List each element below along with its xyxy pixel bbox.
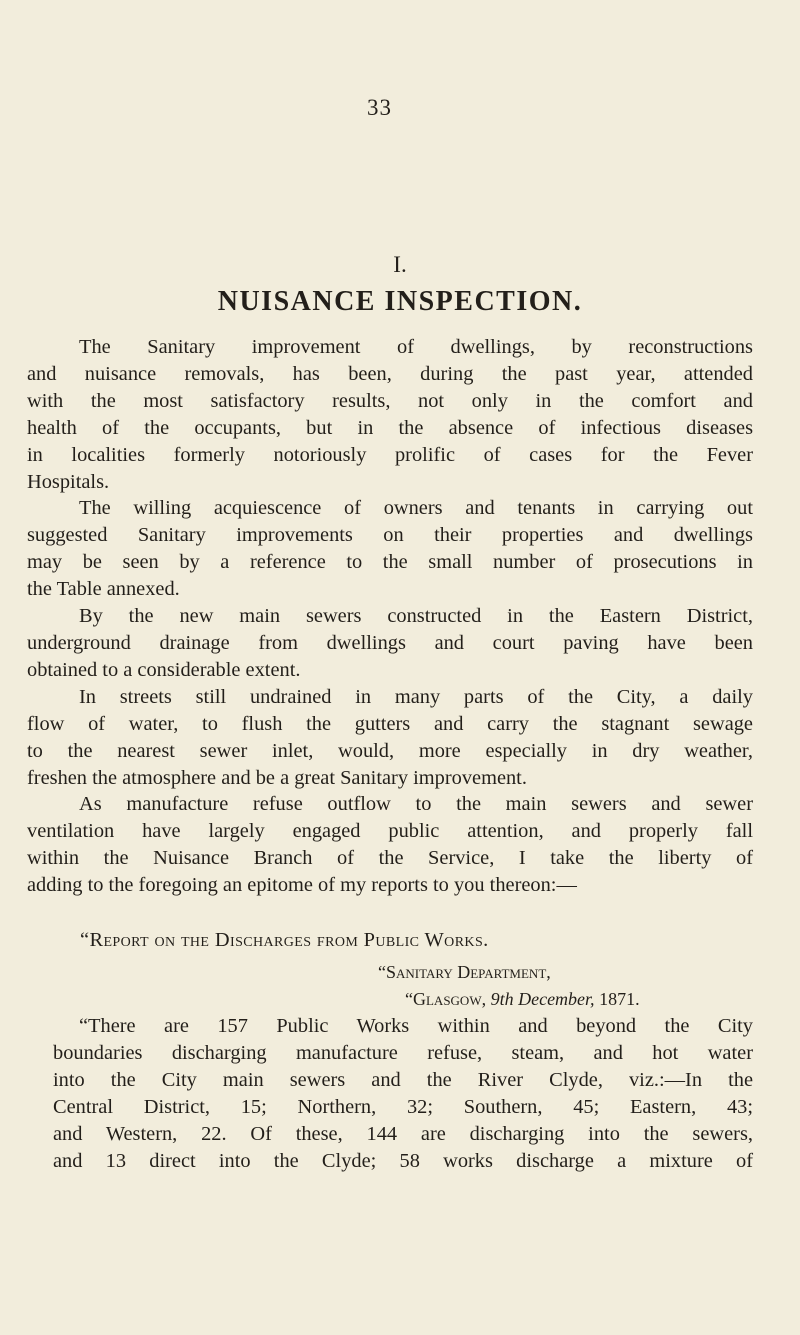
text-line: As manufacture refuse outflow to the main sewers and sewer xyxy=(79,793,753,816)
report-letter xyxy=(53,1013,753,1174)
paragraph xyxy=(27,684,753,792)
text-line: underground drainage from dwellings and court paving have been xyxy=(27,631,753,654)
text-line: into the City main sewers and the River Clyde, viz.:—In the xyxy=(53,1068,753,1091)
report-place-date xyxy=(405,989,640,1010)
report-heading xyxy=(80,929,489,952)
text-line: In streets still undrained in many parts of the City, a daily xyxy=(79,685,753,708)
section-number: I. xyxy=(393,252,407,277)
text-line: within the Nuisance Branch of the Service, I take the liberty of xyxy=(27,847,753,870)
report-heading-text: “Report on the Discharges from Public Works. xyxy=(80,929,489,951)
report-year: 1871. xyxy=(599,989,640,1009)
text-line: in localities formerly notoriously prolific of cases for the Fever xyxy=(27,443,753,466)
text-line: By the new main sewers constructed in the Eastern District, xyxy=(79,605,753,628)
body-text xyxy=(27,334,753,899)
text-line: may be seen by a reference to the small number of prosecutions in xyxy=(27,551,753,574)
text-line: to the nearest sewer inlet, would, more especially in dry weather, xyxy=(27,739,753,762)
text-line: “There are 157 Public Works within and beyond the City xyxy=(79,1015,753,1037)
paragraph xyxy=(27,495,753,603)
paragraph xyxy=(27,791,753,899)
text-line: health of the occupants, but in the absence of infectious diseases xyxy=(27,416,753,439)
section-title: NUISANCE INSPECTION. xyxy=(217,286,583,317)
text-line: Hospitals. xyxy=(27,470,110,493)
text-line: adding to the foregoing an epitome of my reports to you thereon:— xyxy=(27,874,577,897)
text-line: ventilation have largely engaged public attention, and properly fall xyxy=(27,820,753,843)
text-line: and 13 direct into the Clyde; 58 works discharge a mixture of xyxy=(53,1149,753,1172)
report-date: 9th December, xyxy=(490,989,595,1009)
text-line: and Western, 22. Of these, 144 are discharging into the sewers, xyxy=(53,1122,753,1145)
text-line: the Table annexed. xyxy=(27,578,180,601)
text-line: flow of water, to flush the gutters and carry the stagnant sewage xyxy=(27,712,753,735)
paragraph xyxy=(27,334,753,495)
report-place: “Glasgow, xyxy=(405,989,487,1009)
text-line: and nuisance removals, has been, during the past year, attended xyxy=(27,362,753,385)
text-line: boundaries discharging manufacture refuse, steam, and hot water xyxy=(53,1041,753,1064)
text-line: Central District, 15; Northern, 32; Southern, 45; Eastern, 43; xyxy=(53,1095,753,1118)
report-department: “Sanitary Department, xyxy=(378,962,551,982)
text-line: The willing acquiescence of owners and tenants in carrying out xyxy=(79,497,753,520)
text-line: The Sanitary improvement of dwellings, by reconstructions xyxy=(79,336,753,358)
text-line: with the most satisfactory results, not only in the comfort and xyxy=(27,389,753,412)
page-number: 33 xyxy=(367,95,392,120)
text-line: freshen the atmosphere and be a great Sanitary improvement. xyxy=(27,766,527,789)
text-line: suggested Sanitary improvements on their properties and dwellings xyxy=(27,524,753,547)
text-line: obtained to a considerable extent. xyxy=(27,658,301,681)
paragraph xyxy=(27,603,753,684)
